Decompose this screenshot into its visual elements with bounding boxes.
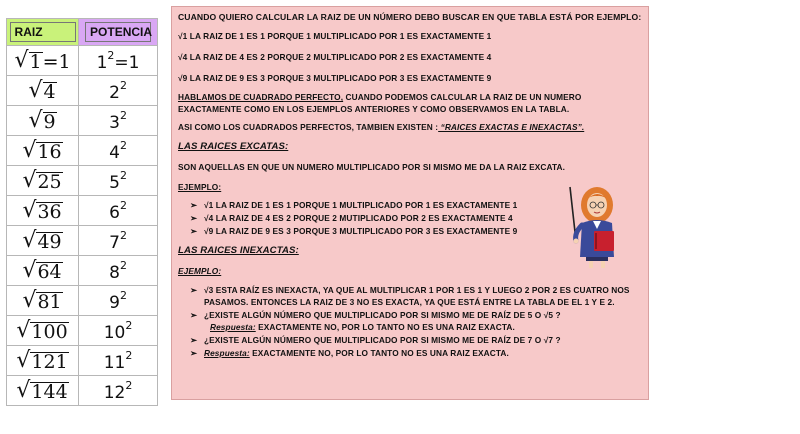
power-expression xyxy=(96,48,140,73)
radical-icon: √ xyxy=(16,347,31,373)
power-cell xyxy=(79,316,158,346)
exact-example-2-text: √4 LA RAIZ DE 4 ES 2 PORQUE 2 MUTIPLICADO POR 2 ES EXACTAMENTE 4 xyxy=(204,213,513,223)
radicand: 4 xyxy=(43,80,56,103)
radicand: 64 xyxy=(37,260,62,283)
square-root-expression xyxy=(16,317,68,343)
radicand: 16 xyxy=(37,140,62,163)
answer-2 xyxy=(190,348,509,358)
answer-label-1: Respuesta: xyxy=(210,322,256,332)
roots-powers-table xyxy=(6,18,158,406)
power-cell xyxy=(79,226,158,256)
also-exist-line xyxy=(178,122,584,132)
radical-icon: √ xyxy=(16,317,31,343)
arrow-bullet-icon: ➢ xyxy=(190,310,198,320)
table-row xyxy=(7,286,158,316)
teacher-illustration-icon xyxy=(564,183,626,269)
power-expression xyxy=(109,138,127,163)
example-line-3: √9 LA RAIZ DE 9 ES 3 PORQUE 3 MULTIPLICADO POR 3 ES EXACTAMENTE 9 xyxy=(178,73,492,83)
radical-icon: √ xyxy=(28,77,43,103)
root-cell xyxy=(7,46,79,76)
radicand: 1 xyxy=(29,50,42,73)
root-cell xyxy=(7,196,79,226)
root-cell xyxy=(7,106,79,136)
power-exponent: 2 xyxy=(119,108,127,122)
table-row xyxy=(7,166,158,196)
table-row xyxy=(7,136,158,166)
power-expression xyxy=(109,258,127,283)
square-root-expression xyxy=(22,227,62,253)
radicand: 100 xyxy=(31,320,68,343)
radical-icon: √ xyxy=(22,287,37,313)
root-cell xyxy=(7,136,79,166)
perfect-square-line-2: EXACTAMENTE COMO EN LOS EJEMPLOS ANTERIORES Y COMO OBSERVAMOS EN LA TABLA. xyxy=(178,104,570,114)
root-cell xyxy=(7,316,79,346)
power-cell xyxy=(79,196,158,226)
power-base: 12 xyxy=(103,382,126,403)
perfect-square-line-1 xyxy=(178,92,581,102)
exact-example-3-text: √9 LA RAIZ DE 9 ES 3 PORQUE 3 MULTIPLICADO POR 3 ES EXACTAMENTE 9 xyxy=(204,226,518,236)
exact-example-1-text: √1 LA RAIZ DE 1 ES 1 PORQUE 1 MULTIPLICADO POR 1 ES EXACTAMENTE 1 xyxy=(204,200,518,210)
root-cell xyxy=(7,76,79,106)
power-base: 5 xyxy=(109,172,120,193)
power-cell xyxy=(79,166,158,196)
power-expression xyxy=(109,108,127,133)
exact-definition: SON AQUELLAS EN QUE UN NUMERO MULTIPLICADO POR SI MISMO ME DA LA RAIZ EXCATA. xyxy=(178,162,566,172)
header-potencia: POTENCIA xyxy=(85,22,151,42)
radical-icon: √ xyxy=(22,197,37,223)
header-potencia-cell xyxy=(79,19,158,46)
power-cell xyxy=(79,136,158,166)
explanation-panel xyxy=(171,6,649,400)
power-expression xyxy=(103,318,133,343)
power-expression xyxy=(109,168,127,193)
radicand: 36 xyxy=(37,200,62,223)
power-exponent: 2 xyxy=(125,318,133,332)
power-base: 2 xyxy=(109,82,120,103)
exact-inexact-term: “RAICES EXACTAS E INEXACTAS”. xyxy=(438,122,585,132)
arrow-bullet-icon: ➢ xyxy=(190,200,198,210)
power-base: 4 xyxy=(109,142,120,163)
power-expression xyxy=(109,198,127,223)
inexact-example-1-cont: PASAMOS. ENTONCES LA RAIZ DE 3 NO ES EXACTA, YA QUE ESTÁ ENTRE LA TABLA DE EL 1 Y E 2. xyxy=(204,297,615,307)
square-root-expression xyxy=(22,257,62,283)
inexact-question-2 xyxy=(190,335,561,345)
power-base: 1 xyxy=(96,52,108,73)
root-result: =1 xyxy=(42,50,71,73)
power-expression xyxy=(109,78,127,103)
exact-example-1 xyxy=(190,200,517,210)
section-exact-roots: LAS RAICES EXCATAS: xyxy=(178,141,289,152)
power-expression xyxy=(109,228,127,253)
header-raiz: RAIZ xyxy=(10,22,76,42)
arrow-bullet-icon: ➢ xyxy=(190,348,198,358)
square-root-expression xyxy=(22,287,62,313)
arrow-bullet-icon: ➢ xyxy=(190,335,198,345)
power-exponent: 2 xyxy=(119,138,127,152)
power-exponent: 2 xyxy=(119,78,127,92)
square-root-expression xyxy=(14,47,71,73)
arrow-bullet-icon: ➢ xyxy=(190,226,198,236)
root-cell xyxy=(7,346,79,376)
power-cell xyxy=(79,286,158,316)
answer-label-2: Respuesta: xyxy=(204,348,250,358)
radicand: 121 xyxy=(31,350,68,373)
inexact-example-1 xyxy=(190,285,630,295)
arrow-bullet-icon: ➢ xyxy=(190,213,198,223)
power-cell xyxy=(79,256,158,286)
radical-icon: √ xyxy=(14,47,29,73)
power-cell xyxy=(79,376,158,406)
square-root-expression xyxy=(22,137,62,163)
also-exist-text: ASI COMO LOS CUADRADOS PERFECTOS, TAMBIEN EXISTEN : xyxy=(178,122,439,132)
power-exponent: 2 xyxy=(119,228,127,242)
example-line-1: √1 LA RAIZ DE 1 ES 1 PORQUE 1 MULTIPLICADO POR 1 ES EXACTAMENTE 1 xyxy=(178,31,492,41)
power-exponent: 2 xyxy=(119,288,127,302)
square-root-expression xyxy=(16,377,68,403)
power-exponent: 2 xyxy=(119,168,127,182)
power-exponent: 2 xyxy=(125,378,133,392)
power-base: 7 xyxy=(109,232,120,253)
perfect-square-rest: CUANDO PODEMOS CALCULAR LA RAIZ DE UN NUMERO xyxy=(343,92,582,102)
power-expression xyxy=(103,348,133,373)
radicand: 9 xyxy=(43,110,56,133)
power-exponent: 2 xyxy=(119,198,127,212)
power-cell xyxy=(79,346,158,376)
radical-icon: √ xyxy=(16,377,31,403)
radicand: 81 xyxy=(37,290,62,313)
power-result: =1 xyxy=(114,52,140,73)
power-base: 10 xyxy=(103,322,126,343)
section-inexact-roots: LAS RAICES INEXACTAS: xyxy=(178,245,299,256)
arrow-bullet-icon: ➢ xyxy=(190,285,198,295)
power-base: 9 xyxy=(109,292,120,313)
table-row xyxy=(7,376,158,406)
exact-example-2 xyxy=(190,213,513,223)
power-exponent: 2 xyxy=(107,48,115,62)
exact-example-3 xyxy=(190,226,517,236)
radicand: 25 xyxy=(37,170,62,193)
root-cell xyxy=(7,286,79,316)
inexact-example-1-text: √3 ESTA RAÍZ ES INEXACTA, YA QUE AL MULTIPLICAR 1 POR 1 ES 1 Y LUEGO 2 POR 2 ES CUATRO NOS xyxy=(204,285,630,295)
radical-icon: √ xyxy=(22,137,37,163)
answer-2-text: EXACTAMENTE NO, POR LO TANTO NO ES UNA RAIZ EXACTA. xyxy=(249,348,509,358)
power-cell xyxy=(79,76,158,106)
inexact-question-1-text: ¿EXISTE ALGÚN NÚMERO QUE MULTIPLICADO POR SI MISMO ME DE RAÍZ DE 5 O √5 ? xyxy=(204,310,561,320)
root-cell xyxy=(7,166,79,196)
radicand: 144 xyxy=(31,380,68,403)
intro-text: CUANDO QUIERO CALCULAR LA RAIZ DE UN NÚMERO DEBO BUSCAR EN QUE TABLA ESTÁ POR EJEMPLO: xyxy=(178,12,642,22)
root-cell xyxy=(7,226,79,256)
root-cell xyxy=(7,376,79,406)
inexact-question-1 xyxy=(190,310,561,320)
table-row xyxy=(7,256,158,286)
power-base: 8 xyxy=(109,262,120,283)
power-cell xyxy=(79,46,158,76)
power-base: 11 xyxy=(103,352,126,373)
power-base: 3 xyxy=(109,112,120,133)
table-row xyxy=(7,46,158,76)
perfect-square-term: HABLAMOS DE CUADRADO PERFECTO, xyxy=(178,92,344,102)
radical-icon: √ xyxy=(28,107,43,133)
square-root-expression xyxy=(22,197,62,223)
inexact-question-2-text: ¿EXISTE ALGÚN NÚMERO QUE MULTIPLICADO POR SI MISMO ME DE RAÍZ DE 7 O √7 ? xyxy=(204,335,561,345)
root-cell xyxy=(7,256,79,286)
radicand: 49 xyxy=(37,230,62,253)
answer-1 xyxy=(210,322,515,332)
table-row xyxy=(7,106,158,136)
table-row xyxy=(7,196,158,226)
power-expression xyxy=(109,288,127,313)
table-row xyxy=(7,316,158,346)
example-label-2: EJEMPLO: xyxy=(178,266,222,276)
radical-icon: √ xyxy=(22,257,37,283)
square-root-expression xyxy=(16,347,68,373)
example-line-2: √4 LA RAIZ DE 4 ES 2 PORQUE 2 MULTIPLICADO POR 2 ES EXACTAMENTE 4 xyxy=(178,52,492,62)
radical-icon: √ xyxy=(22,227,37,253)
square-root-expression xyxy=(28,77,56,103)
power-expression xyxy=(103,378,133,403)
square-root-expression xyxy=(22,167,62,193)
table-row xyxy=(7,76,158,106)
power-base: 6 xyxy=(109,202,120,223)
header-raiz-cell xyxy=(7,19,79,46)
power-cell xyxy=(79,106,158,136)
table-row xyxy=(7,346,158,376)
table-row xyxy=(7,226,158,256)
power-exponent: 2 xyxy=(119,258,127,272)
answer-1-text: EXACTAMENTE NO, POR LO TANTO NO ES UNA RAIZ EXACTA. xyxy=(255,322,515,332)
power-exponent: 2 xyxy=(125,348,133,362)
square-root-expression xyxy=(28,107,56,133)
radical-icon: √ xyxy=(22,167,37,193)
example-label-1: EJEMPLO: xyxy=(178,182,222,192)
